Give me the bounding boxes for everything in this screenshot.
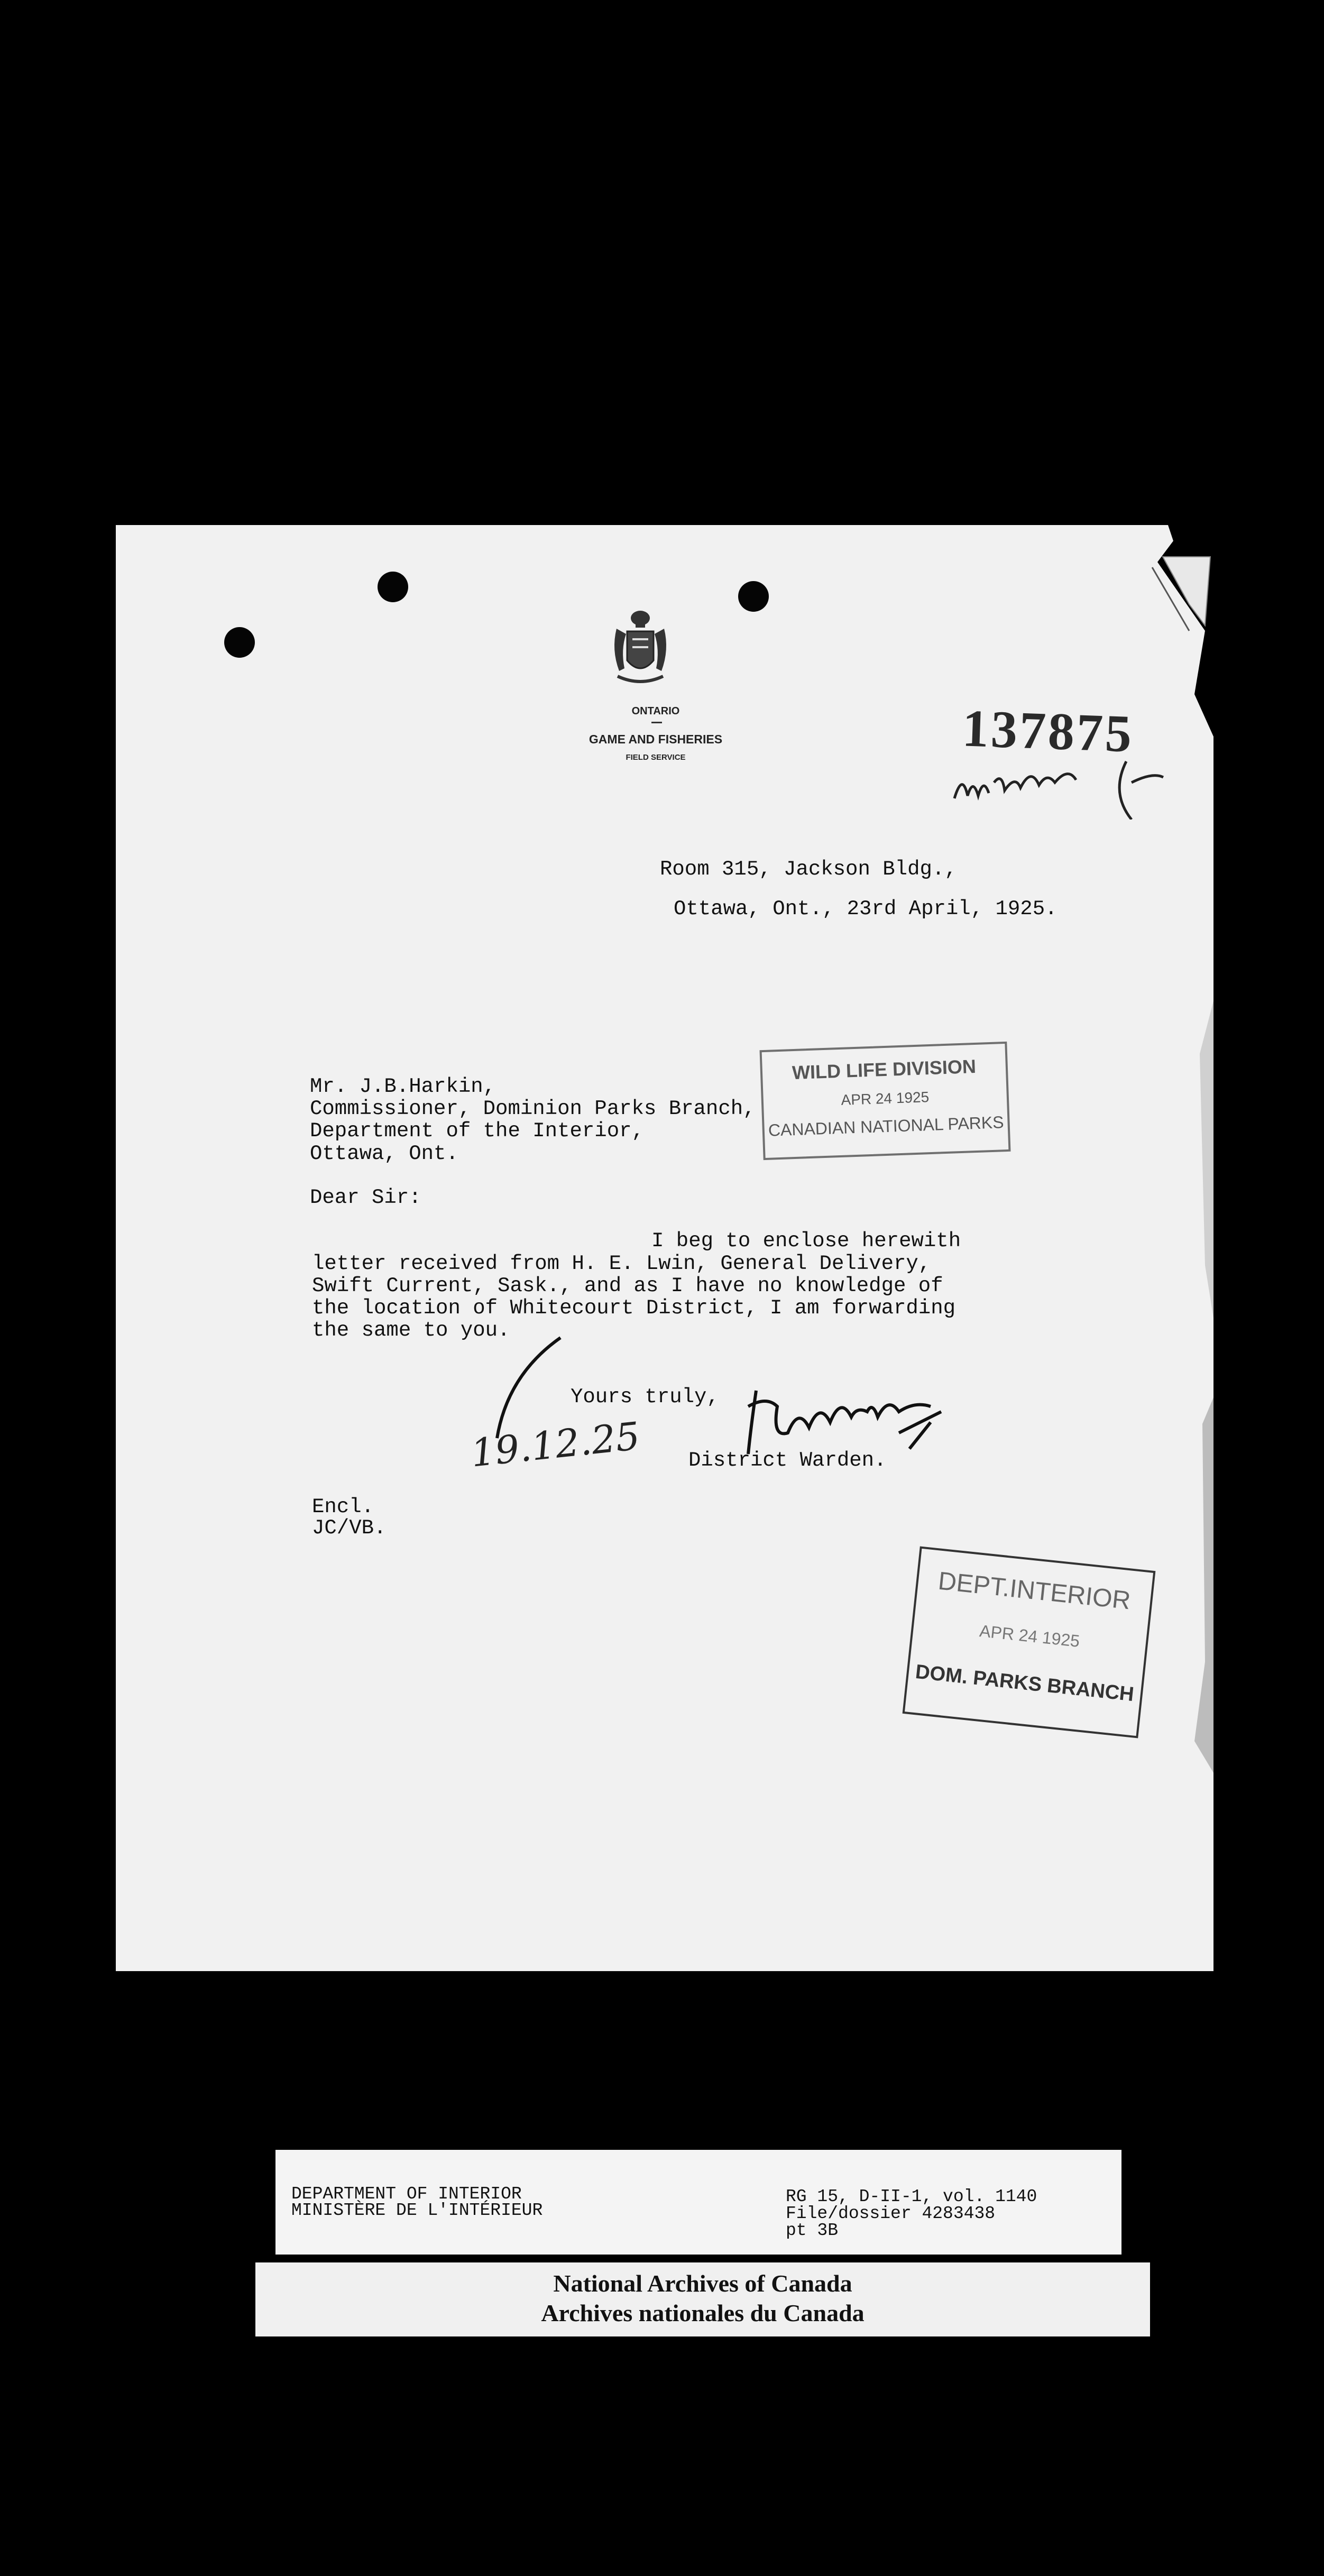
salutation: Dear Sir: [310, 1186, 421, 1209]
handwritten-signature [740, 1375, 978, 1480]
sender-address-line1: Room 315, Jackson Bldg., [660, 858, 957, 881]
body-line-2: letter received from H. E. Lwin, General Delivery, [312, 1252, 931, 1275]
signature-title: District Warden. [688, 1449, 887, 1472]
label-dept-fr: MINISTÈRE DE L'INTÉRIEUR [291, 2201, 543, 2220]
wildlife-stamp-line2: APR 24 1925 [841, 1089, 930, 1108]
archive-reference-label [275, 2150, 1121, 2255]
label-ref-record-group: RG 15, D-II-1, vol. 1140 [786, 2187, 1037, 2206]
punch-hole-center-left [378, 572, 408, 602]
label-ref-file: File/dossier 4283438 [786, 2204, 996, 2223]
letterhead-service: FIELD SERVICE [626, 753, 686, 762]
enclosure-note: Encl. [312, 1495, 374, 1519]
closing: Yours truly, [571, 1385, 719, 1409]
interior-stamp-line2: APR 24 1925 [978, 1621, 1081, 1651]
recipient-title: Commissioner, Dominion Parks Branch, [310, 1097, 756, 1120]
letterhead-divider [651, 722, 662, 723]
body-line-3: Swift Current, Sask., and as I have no knowledge of [312, 1274, 943, 1298]
body-line-1: I beg to enclose herewith [651, 1229, 961, 1253]
handwritten-date: 19.12.25 [468, 1413, 642, 1476]
body-line-5: the same to you. [312, 1319, 510, 1342]
letterhead-province: ONTARIO [631, 705, 680, 717]
wildlife-stamp-line3: CANADIAN NATIONAL PARKS [768, 1112, 1005, 1140]
wildlife-division-stamp [760, 1042, 1011, 1160]
national-archives-banner [255, 2262, 1150, 2336]
handwritten-annotation-scribble [952, 751, 1184, 820]
archives-name-en: National Archives of Canada [553, 2270, 852, 2297]
label-ref-part: pt 3B [786, 2221, 839, 2240]
punch-hole-center-right [738, 581, 769, 612]
recipient-city: Ottawa, Ont. [310, 1142, 458, 1165]
interior-stamp-line1: DEPT.INTERIOR [936, 1567, 1132, 1615]
dept-interior-stamp [903, 1546, 1156, 1738]
letter-date: Ottawa, Ont., 23rd April, 1925. [674, 897, 1058, 921]
file-number-stamp: 137875 [961, 698, 1135, 763]
typist-initials: JC/VB. [312, 1516, 387, 1540]
punch-hole-left [224, 627, 255, 658]
label-dept-en: DEPARTMENT OF INTERIOR [291, 2184, 522, 2204]
wildlife-stamp-line1: WILD LIFE DIVISION [792, 1055, 977, 1084]
recipient-department: Department of the Interior, [310, 1119, 644, 1143]
interior-stamp-line3: DOM. PARKS BRANCH [914, 1660, 1135, 1706]
body-line-4: the location of Whitecourt District, I am forwarding [312, 1296, 955, 1320]
recipient-name: Mr. J.B.Harkin, [310, 1075, 496, 1098]
letterhead-department: GAME AND FISHERIES [589, 732, 723, 746]
archives-name-fr: Archives nationales du Canada [541, 2299, 865, 2326]
ontario-coat-of-arms-icon [611, 608, 669, 701]
